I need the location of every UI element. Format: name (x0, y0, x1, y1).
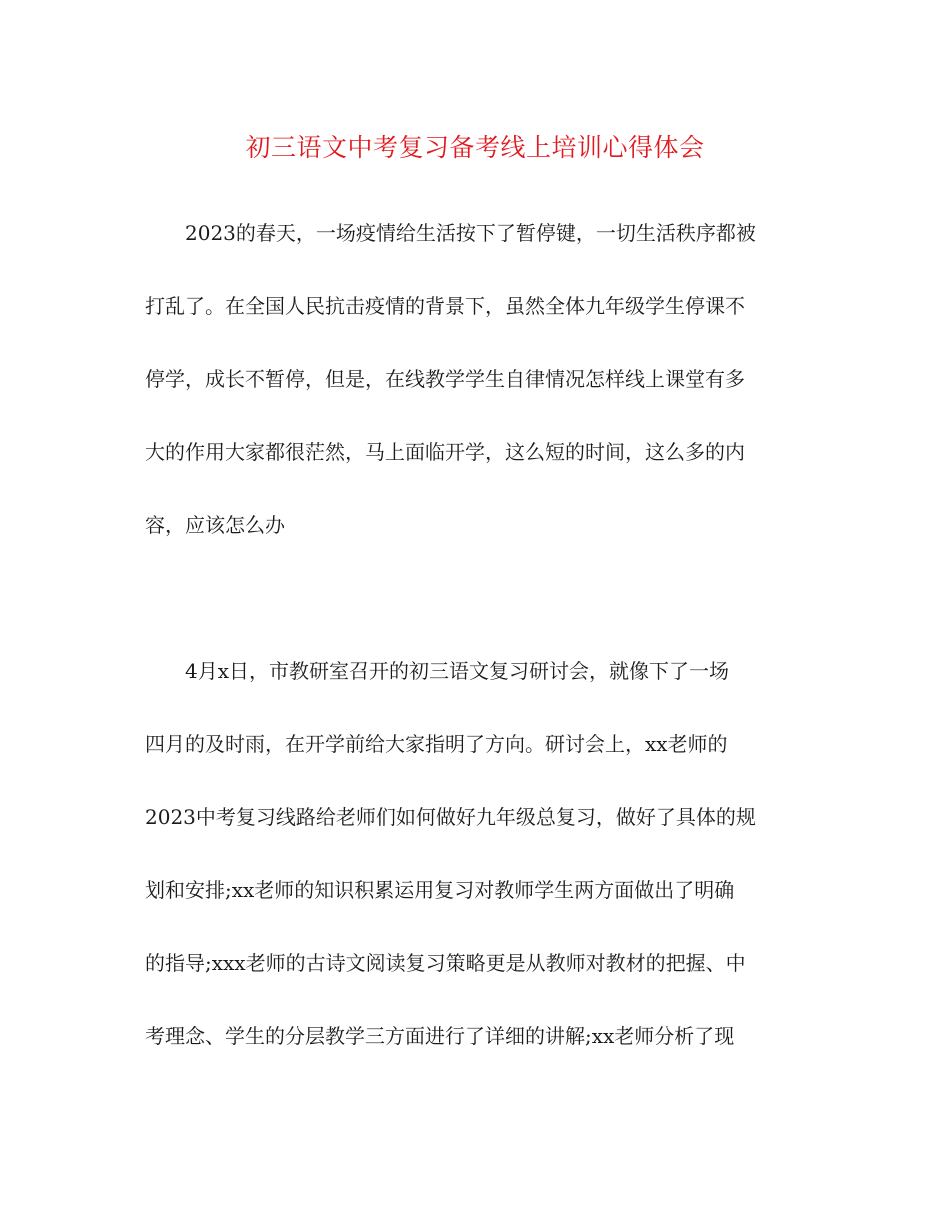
paragraph-line: 停学，成长不暂停，但是，在线教学学生自律情况怎样线上课堂有多 (145, 367, 745, 391)
paragraph-line: 划和安排;xx老师的知识积累运用复习对教师学生两方面做出了明确 (145, 878, 735, 902)
paragraph-line: 四月的及时雨，在开学前给大家指明了方向。研讨会上，xx老师的 (145, 732, 728, 756)
paragraph-2 (145, 635, 805, 1073)
paragraph-line: 的指导;xxx老师的古诗文阅读复习策略更是从教师对教材的把握、中 (145, 951, 746, 975)
paragraph-1 (145, 197, 805, 562)
paragraph-line: 2023中考复习线路给老师们如何做好九年级总复习，做好了具体的规 (145, 805, 756, 829)
paragraph-line: 容，应该怎么办 (145, 513, 285, 537)
document-title: 初三语文中考复习备考线上培训心得体会 (245, 133, 705, 162)
paragraph-line: 打乱了。在全国人民抗击疫情的背景下，虽然全体九年级学生停课不 (145, 294, 745, 318)
paragraph-line: 2023的春天，一场疫情给生活按下了暂停键，一切生活秩序都被 (185, 221, 756, 245)
paragraph-line: 4月x日，市教研室召开的初三语文复习研讨会，就像下了一场 (185, 659, 730, 683)
paragraph-line: 大的作用大家都很茫然，马上面临开学，这么短的时间，这么多的内 (145, 440, 745, 464)
paragraph-line: 考理念、学生的分层教学三方面进行了详细的讲解;xx老师分析了现 (145, 1024, 735, 1048)
